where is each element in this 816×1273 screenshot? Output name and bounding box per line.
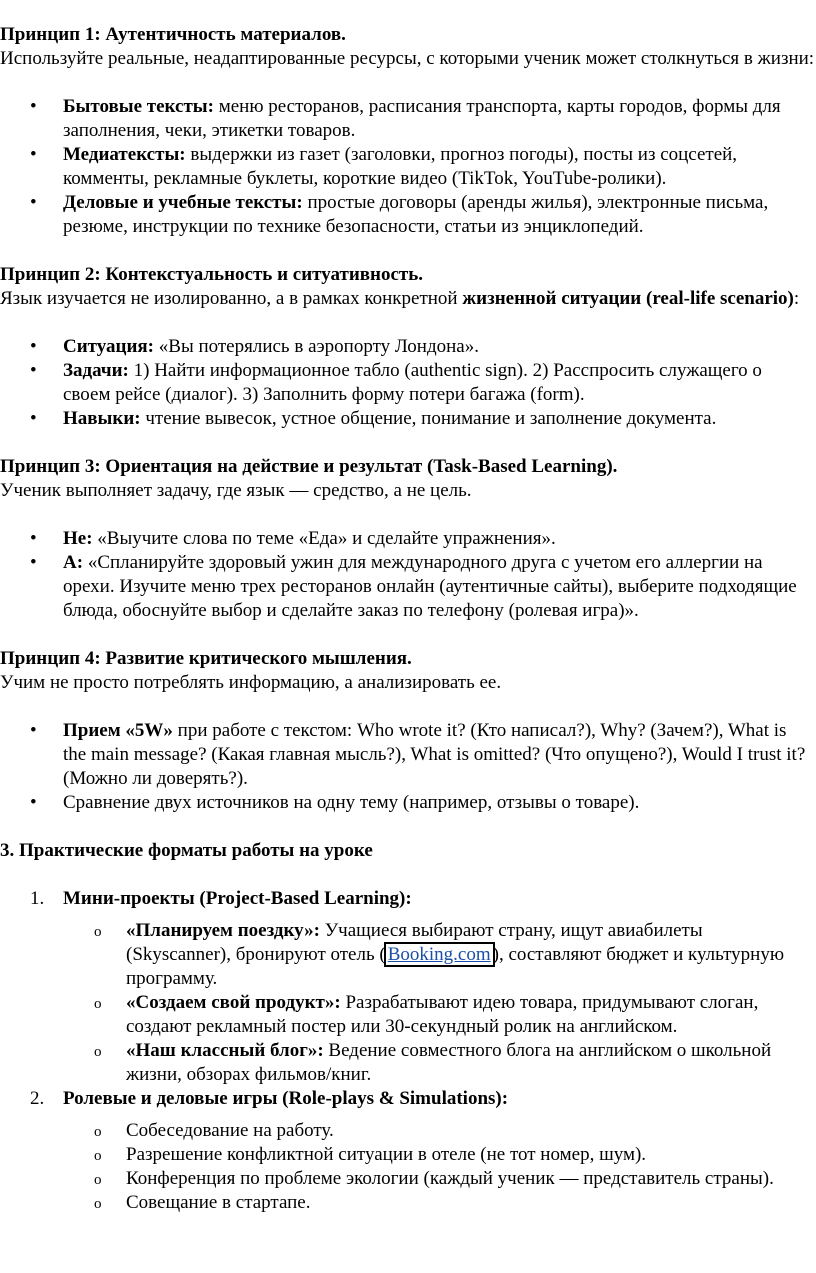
principle-3-list [0, 527, 816, 623]
booking-link[interactable]: Booking.com [387, 944, 491, 965]
numbered-item-title: Мини-проекты (Project-Based Learning): [63, 888, 412, 909]
principle-4-text: Учим не просто потреблять информацию, а анализировать ее. [0, 672, 502, 693]
section-3-heading: 3. Практические форматы работы на уроке [0, 840, 373, 861]
list-item: • Навыки: чтение вывесок, устное общение, понимание и заполнение документа. [0, 407, 816, 431]
formats-list [0, 887, 816, 1215]
list-item: • Не: «Выучите слова по теме «Еда» и сделайте упражнения». [0, 527, 816, 551]
numbered-item: 2. Ролевые и деловые игры (Role-plays & Simulations): o Собеседование на работу. o Разрешение конфликтной ситуации в отеле (не тот номер, шум). o Конференция по проблеме экологии (каждый ученик — представитель страны). o Совещание в стартапе. [0, 1087, 816, 1215]
sub-list-item: o Собеседование на работу. [0, 1119, 816, 1143]
principle-4-list [0, 719, 816, 815]
sub-list-item: o «Планируем поездку»: Учащиеся выбирают страну, ищут авиабилеты (Skyscanner), бронируют отель ( Booking.com ), составляют бюджет и культурную программу. [0, 919, 816, 991]
principle-2-text: Язык изучается не изолированно, а в рамках конкретной жизненной ситуации (real-life scenario): [0, 288, 800, 309]
list-item: • Деловые и учебные тексты: простые договоры (аренды жилья), электронные письма, резюме, инструкции по технике безопасности, статьи из энциклопедий. [0, 191, 816, 239]
principle-1-list [0, 95, 816, 239]
list-item: • Прием «5W» при работе с текстом: Who wrote it? (Кто написал?), Why? (Зачем?), What is the main message? (Какая главная мысль?), What is omitted? (Что опущено?), Would I trust it? (Можно ли доверять?). [0, 719, 816, 791]
sub-list [0, 919, 816, 1087]
numbered-item-title: Ролевые и деловые игры (Role-plays & Simulations): [63, 1088, 509, 1109]
principle-2-heading: Принцип 2: Контекстуальность и ситуативность. [0, 264, 424, 285]
list-item: • Медиатексты: выдержки из газет (заголовки, прогноз погоды), посты из соцсетей, комменты, рекламные буклеты, короткие видео (TikTok, YouTube-ролики). [0, 143, 816, 191]
principle-4-heading: Принцип 4: Развитие критического мышления. [0, 648, 412, 669]
list-item: • Задачи: 1) Найти информационное табло (authentic sign). 2) Расспросить служащего о своем рейсе (диалог). 3) Заполнить форму потери багажа (form). [0, 359, 816, 407]
principle-2-list [0, 335, 816, 431]
principle-1-text: Используйте реальные, неадаптированные ресурсы, с которыми ученик может столкнуться в жизни: [0, 48, 815, 69]
sub-list [0, 1119, 816, 1215]
sub-list-item: o Разрешение конфликтной ситуации в отеле (не тот номер, шум). [0, 1143, 816, 1167]
list-item: • А: «Спланируйте здоровый ужин для международного друга с учетом его аллергии на орехи. Изучите меню трех ресторанов онлайн (аутентичные сайты), выберите подходящие блюда, обоснуйте выбор и сделайте заказ по телефону (ролевая игра)». [0, 551, 816, 623]
sub-list-item: o Совещание в стартапе. [0, 1191, 816, 1215]
principle-1-heading: Принцип 1: Аутентичность материалов. [0, 24, 346, 45]
principle-3-text: Ученик выполняет задачу, где язык — средство, а не цель. [0, 480, 472, 501]
list-item: • Бытовые тексты: меню ресторанов, расписания транспорта, карты городов, формы для заполнения, чеки, этикетки товаров. [0, 95, 816, 143]
sub-list-item: o «Наш классный блог»: Ведение совместного блога на английском о школьной жизни, обзорах фильмов/книг. [0, 1039, 816, 1087]
numbered-item: 1. Мини-проекты (Project-Based Learning): o «Планируем поездку»: Учащиеся выбирают страну, ищут авиабилеты (Skyscanner), бронируют отель ( Booking.com ), составляют бюджет и культурную программу. o «Создаем свой продукт»: Разрабатывают идею товара, придумывают слоган, создают рекламный постер или 30-секундный ролик на английском. o «Наш классный блог»: Ведение совместного блога на английском о школьной жизни, обзорах фильмов/книг. [0, 887, 816, 1087]
list-item: • Сравнение двух источников на одну тему (например, отзывы о товаре). [0, 791, 816, 815]
sub-list-item: o Конференция по проблеме экологии (каждый ученик — представитель страны). [0, 1167, 816, 1191]
principle-3-heading: Принцип 3: Ориентация на действие и результат (Task-Based Learning). [0, 456, 618, 477]
list-item: • Ситуация: «Вы потерялись в аэропорту Лондона». [0, 335, 816, 359]
sub-list-item: o «Создаем свой продукт»: Разрабатывают идею товара, придумывают слоган, создают рекламный постер или 30-секундный ролик на английском. [0, 991, 816, 1039]
